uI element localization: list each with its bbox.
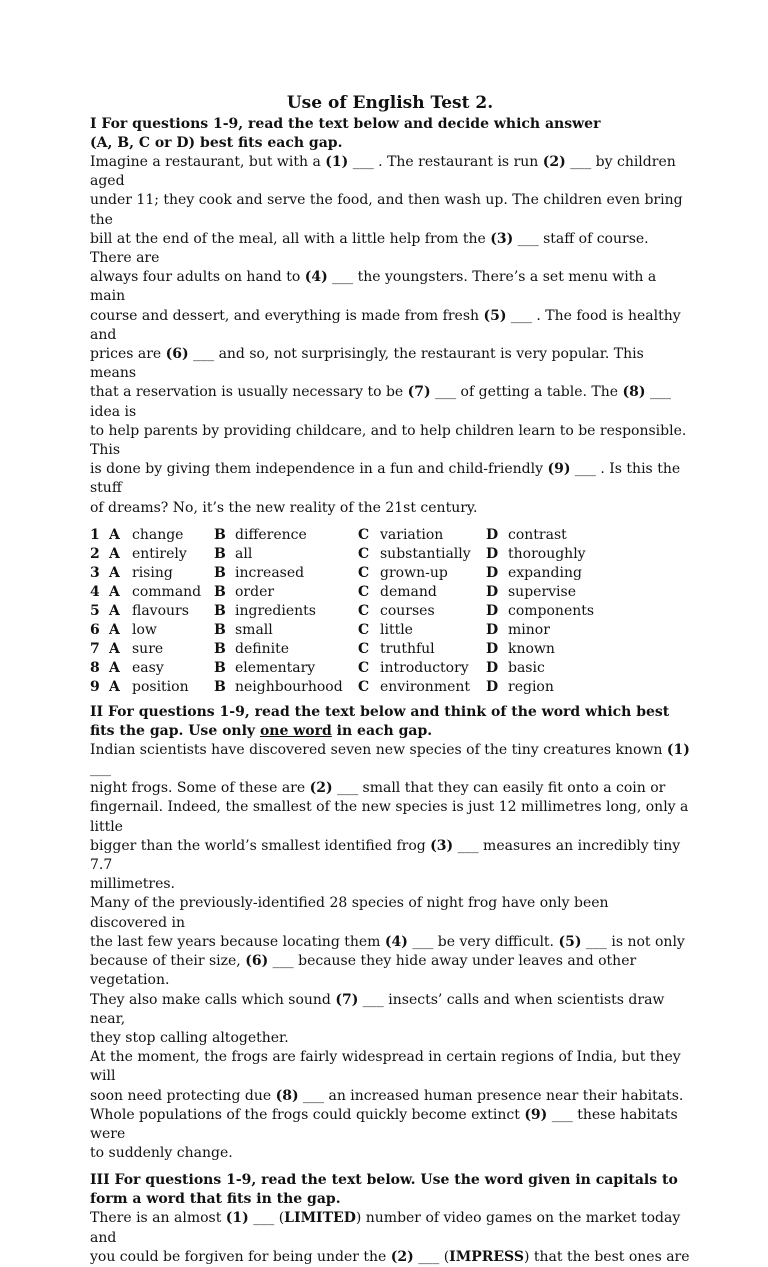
section-3-heading-line-1: III For questions 1-9, read the text below. Use the word given in capitals to bbox=[90, 1172, 678, 1189]
gap-marker: (4) bbox=[304, 269, 328, 286]
option-letter-d: D bbox=[486, 621, 499, 638]
option-word-c: substantially bbox=[380, 545, 471, 562]
option-letter-a: A bbox=[109, 640, 120, 657]
option-letter-d: D bbox=[486, 659, 499, 676]
gap-marker: (6) bbox=[165, 346, 189, 363]
option-word-d: contrast bbox=[508, 526, 567, 543]
section-2-heading-post: in each gap. bbox=[331, 722, 433, 739]
question-number: 9 bbox=[90, 678, 100, 695]
answer-options-table bbox=[90, 526, 690, 697]
gap-marker: LIMITED bbox=[284, 1210, 356, 1227]
option-word-a: rising bbox=[132, 564, 173, 581]
gap-marker: IMPRESS bbox=[449, 1248, 524, 1265]
gap-marker: (8) bbox=[622, 384, 646, 401]
option-letter-d: D bbox=[486, 640, 499, 657]
option-word-a: change bbox=[132, 526, 184, 543]
option-letter-d: D bbox=[486, 583, 499, 600]
option-letter-c: C bbox=[358, 602, 370, 619]
option-word-b: definite bbox=[235, 640, 289, 657]
option-word-a: position bbox=[132, 678, 189, 695]
option-word-a: easy bbox=[132, 659, 164, 676]
section-1-text: Imagine a restaurant, but with a (1) ___ . The restaurant is run (2) ___ by children aged under 11; they cook and serve the food, and then wash up. The children even bring the bill at the end of the meal, all with a little help from the (3) ___ staff of course. There are always four adults on hand to (4) ___ the youngsters. There’s a set menu with a main course and dessert, and everything is made from fresh (5) ___ . The food is healthy and prices are (6) ___ and so, not surprisingly, the restaurant is very popular. This means that a reservation is usually necessary to be (7) ___ of getting a table. The (8) ___ idea is to help parents by providing childcare, and to help children learn to be responsible. This is done by giving them independence in a fun and child-friendly (9) ___ . Is this the stuff of dreams? No, it’s the new reality of the 21st century. bbox=[90, 154, 687, 516]
option-letter-d: D bbox=[486, 602, 499, 619]
gap-marker: (2) bbox=[309, 780, 333, 797]
question-number: 7 bbox=[90, 640, 100, 657]
section-3-text: There is an almost (1) ___ (LIMITED) number of video games on the market today and you could be forgiven for being under the (2) ___ (IMPRESS) that the best ones are bbox=[90, 1210, 690, 1265]
option-word-d: supervise bbox=[508, 583, 576, 600]
option-letter-c: C bbox=[358, 564, 370, 581]
option-word-d: known bbox=[508, 640, 555, 657]
option-letter-b: B bbox=[214, 678, 226, 695]
question-number: 4 bbox=[90, 583, 100, 600]
option-letter-a: A bbox=[109, 545, 120, 562]
option-letter-a: A bbox=[109, 621, 120, 638]
gap-marker: (3) bbox=[490, 230, 514, 247]
gap-marker: (7) bbox=[407, 384, 431, 401]
option-row-1 bbox=[90, 526, 690, 545]
gap-marker: (1) bbox=[225, 1210, 249, 1227]
section-3-heading-line-2: form a word that fits in the gap. bbox=[90, 1191, 341, 1208]
question-number: 2 bbox=[90, 545, 100, 562]
gap-marker: (9) bbox=[524, 1106, 548, 1123]
gap-marker: (5) bbox=[483, 307, 507, 324]
gap-marker: (1) bbox=[666, 741, 690, 758]
question-number: 3 bbox=[90, 564, 100, 581]
question-number: 8 bbox=[90, 659, 100, 676]
option-letter-c: C bbox=[358, 545, 370, 562]
option-word-b: small bbox=[235, 621, 273, 638]
option-letter-c: C bbox=[358, 659, 370, 676]
option-word-d: components bbox=[508, 602, 595, 619]
option-letter-d: D bbox=[486, 678, 499, 695]
option-letter-b: B bbox=[214, 621, 226, 638]
gap-marker: (8) bbox=[275, 1087, 299, 1104]
option-word-a: command bbox=[132, 583, 202, 600]
option-letter-c: C bbox=[358, 526, 370, 543]
gap-marker: (4) bbox=[384, 933, 408, 950]
gap-marker: (6) bbox=[245, 953, 269, 970]
option-letter-b: B bbox=[214, 545, 226, 562]
option-row-9 bbox=[90, 678, 690, 697]
gap-marker: (2) bbox=[542, 154, 566, 170]
option-word-c: environment bbox=[380, 678, 471, 695]
option-letter-c: C bbox=[358, 640, 370, 657]
option-row-4 bbox=[90, 583, 690, 602]
option-word-a: sure bbox=[132, 640, 164, 657]
section-2-heading-line-1: II For questions 1-9, read the text below and think of the word which best bbox=[90, 703, 670, 720]
option-word-b: ingredients bbox=[235, 602, 316, 619]
option-letter-a: A bbox=[109, 583, 120, 600]
option-word-a: low bbox=[132, 621, 157, 638]
option-letter-a: A bbox=[109, 602, 120, 619]
option-letter-a: A bbox=[109, 564, 120, 581]
option-word-b: elementary bbox=[235, 659, 316, 676]
question-number: 1 bbox=[90, 526, 100, 543]
option-letter-b: B bbox=[214, 640, 226, 657]
option-word-d: basic bbox=[508, 659, 545, 676]
option-letter-a: A bbox=[109, 659, 120, 676]
option-letter-c: C bbox=[358, 621, 370, 638]
gap-marker: (7) bbox=[335, 991, 359, 1008]
option-row-3 bbox=[90, 564, 690, 583]
gap-marker: (1) bbox=[325, 154, 349, 170]
gap-marker: (9) bbox=[547, 461, 571, 478]
option-letter-c: C bbox=[358, 583, 370, 600]
option-word-d: region bbox=[508, 678, 554, 695]
option-letter-d: D bbox=[486, 526, 499, 543]
section-3 bbox=[90, 1171, 690, 1267]
gap-marker: (2) bbox=[390, 1248, 414, 1265]
option-word-b: all bbox=[235, 545, 253, 562]
option-word-d: thoroughly bbox=[508, 545, 586, 562]
option-word-c: grown-up bbox=[380, 564, 448, 581]
option-word-a: entirely bbox=[132, 545, 187, 562]
option-word-c: little bbox=[380, 621, 413, 638]
option-word-c: courses bbox=[380, 602, 435, 619]
option-word-c: variation bbox=[380, 526, 444, 543]
gap-marker: (5) bbox=[558, 933, 582, 950]
option-word-c: truthful bbox=[380, 640, 435, 657]
question-number: 5 bbox=[90, 602, 100, 619]
option-letter-b: B bbox=[214, 583, 226, 600]
gap-marker: (3) bbox=[430, 837, 454, 854]
option-letter-b: B bbox=[214, 564, 226, 581]
option-letter-b: B bbox=[214, 659, 226, 676]
option-row-2 bbox=[90, 545, 690, 564]
option-letter-d: D bbox=[486, 564, 499, 581]
option-word-d: expanding bbox=[508, 564, 582, 581]
option-letter-b: B bbox=[214, 526, 226, 543]
option-row-8 bbox=[90, 659, 690, 678]
option-letter-a: A bbox=[109, 678, 120, 695]
option-row-7 bbox=[90, 640, 690, 659]
option-letter-d: D bbox=[486, 545, 499, 562]
section-1-heading-line-2: (A, B, C or D) best fits each gap. bbox=[90, 135, 343, 151]
section-1-heading-line-1: I For questions 1-9, read the text below and decide which answer bbox=[90, 116, 601, 132]
option-word-b: increased bbox=[235, 564, 305, 581]
section-2 bbox=[90, 703, 690, 1163]
section-1 bbox=[90, 115, 690, 697]
option-row-5 bbox=[90, 602, 690, 621]
option-word-b: difference bbox=[235, 526, 307, 543]
option-word-c: introductory bbox=[380, 659, 469, 676]
section-2-heading-line-2 bbox=[90, 722, 690, 741]
option-word-c: demand bbox=[380, 583, 437, 600]
option-letter-a: A bbox=[109, 526, 120, 543]
section-2-heading-underlined: one word bbox=[259, 722, 332, 739]
option-word-a: flavours bbox=[132, 602, 189, 619]
option-word-b: order bbox=[235, 583, 275, 600]
option-letter-c: C bbox=[358, 678, 370, 695]
question-number: 6 bbox=[90, 621, 100, 638]
document-page bbox=[90, 93, 690, 1267]
option-word-d: minor bbox=[508, 621, 550, 638]
option-letter-b: B bbox=[214, 602, 226, 619]
section-2-heading-pre: fits the gap. Use only bbox=[90, 722, 260, 739]
section-2-text: Indian scientists have discovered seven new species of the tiny creatures known (1) ___ night frogs. Some of these are (2) ___ small that they can easily fit onto a coin or fingernail. Indeed, the smallest of the new species is just 12 millimetres long, only a little bigger than the world’s smallest identified frog (3) ___ measures an incredibly tiny 7.7 millimetres. Many of the previously-identified 28 species of night frog have only been discovered in the last few years because locating them (4) ___ be very difficult. (5) ___ is not only because of their size, (6) ___ because they hide away under leaves and other vegetation. They also make calls which sound (7) ___ insects’ calls and when scientists draw near, they stop calling altogether. At the moment, the frogs are fairly widespread in certain regions of India, but they will soon need protecting due (8) ___ an increased human presence near their habitats. Whole populations of the frogs could quickly become extinct (9) ___ these habitats were to suddenly change. bbox=[90, 741, 690, 1162]
option-word-b: neighbourhood bbox=[235, 678, 343, 695]
option-row-6 bbox=[90, 621, 690, 640]
document-title: Use of English Test 2. bbox=[286, 93, 494, 113]
